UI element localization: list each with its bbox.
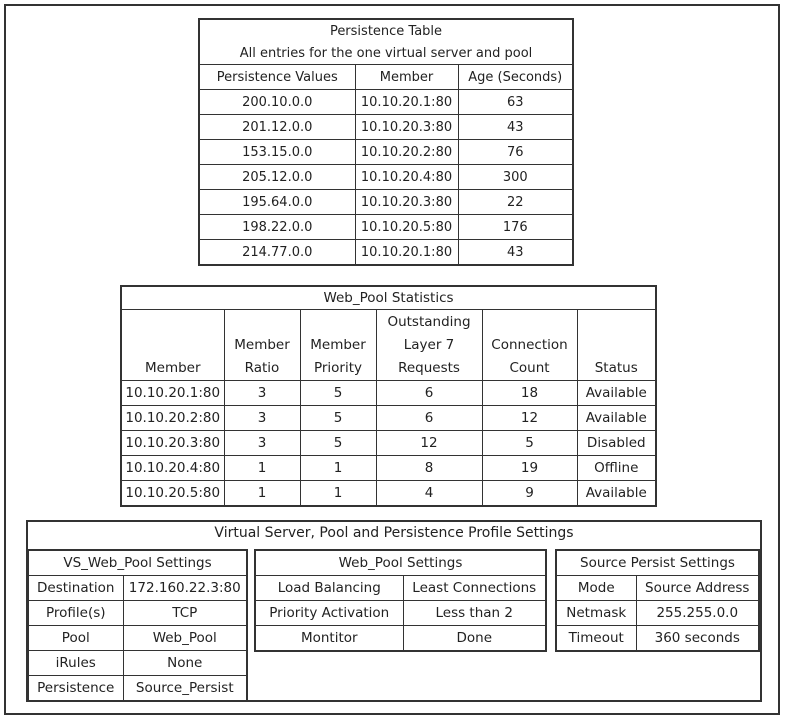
- vs-web-pool-settings-table: [27, 549, 248, 702]
- table-row: [199, 165, 573, 190]
- status: Offline: [577, 456, 656, 481]
- persistence-value: 198.22.0.0: [199, 215, 355, 240]
- connection-count: 9: [482, 481, 577, 507]
- member: 10.10.20.5:80: [355, 215, 458, 240]
- priority: 1: [300, 456, 376, 481]
- table-row: [199, 240, 573, 266]
- web-pool-statistics-title: Web_Pool Statistics: [121, 286, 656, 310]
- table-row: [556, 626, 759, 652]
- member: 10.10.20.3:80: [121, 431, 224, 456]
- setting-value: Less than 2: [403, 601, 546, 626]
- persistence-table: [198, 18, 574, 266]
- setting-value: None: [123, 651, 247, 676]
- table-row: [121, 406, 656, 431]
- table-header-row: [121, 310, 656, 381]
- ratio: 1: [224, 481, 300, 507]
- status: Available: [577, 481, 656, 507]
- priority: 5: [300, 431, 376, 456]
- setting-value: Source_Persist: [123, 676, 247, 702]
- priority: 1: [300, 481, 376, 507]
- outstanding-requests: 8: [376, 456, 482, 481]
- age: 76: [458, 140, 573, 165]
- status: Available: [577, 381, 656, 406]
- setting-label: iRules: [28, 651, 123, 676]
- setting-value: 255.255.0.0: [636, 601, 759, 626]
- table-row: [28, 576, 247, 601]
- connection-count: 12: [482, 406, 577, 431]
- pool-settings-title: Web_Pool Settings: [255, 550, 546, 576]
- status: Disabled: [577, 431, 656, 456]
- outstanding-requests: 4: [376, 481, 482, 507]
- ratio: 1: [224, 456, 300, 481]
- column-header: Member: [355, 65, 458, 90]
- source-persist-settings-table: [555, 549, 760, 652]
- setting-value: Least Connections: [403, 576, 546, 601]
- table-header-row: [199, 65, 573, 90]
- web-pool-statistics-table: [120, 285, 657, 507]
- member: 10.10.20.2:80: [355, 140, 458, 165]
- age: 22: [458, 190, 573, 215]
- table-row: [199, 140, 573, 165]
- member: 10.10.20.1:80: [355, 90, 458, 115]
- table-row: [199, 90, 573, 115]
- table-row: [28, 601, 247, 626]
- member: 10.10.20.1:80: [121, 381, 224, 406]
- persistence-table-subtitle: All entries for the one virtual server and pool: [199, 42, 573, 65]
- age: 63: [458, 90, 573, 115]
- member: 10.10.20.3:80: [355, 190, 458, 215]
- setting-label: Profile(s): [28, 601, 123, 626]
- member: 10.10.20.2:80: [121, 406, 224, 431]
- table-row: [121, 456, 656, 481]
- table-row: [556, 576, 759, 601]
- web-pool-settings-table: [254, 549, 547, 652]
- ratio: 3: [224, 431, 300, 456]
- persistence-value: 195.64.0.0: [199, 190, 355, 215]
- table-row: [255, 601, 546, 626]
- setting-label: Netmask: [556, 601, 636, 626]
- setting-label: Montitor: [255, 626, 403, 652]
- setting-label: Destination: [28, 576, 123, 601]
- outstanding-requests: 6: [376, 381, 482, 406]
- source-settings-title: Source Persist Settings: [556, 550, 759, 576]
- setting-label: Pool: [28, 626, 123, 651]
- member: 10.10.20.4:80: [355, 165, 458, 190]
- status: Available: [577, 406, 656, 431]
- table-row: [121, 381, 656, 406]
- member: 10.10.20.1:80: [355, 240, 458, 266]
- member: 10.10.20.3:80: [355, 115, 458, 140]
- vs-settings-title: VS_Web_Pool Settings: [28, 550, 247, 576]
- table-row: [556, 601, 759, 626]
- persistence-value: 205.12.0.0: [199, 165, 355, 190]
- ratio: 3: [224, 406, 300, 431]
- table-row: [28, 676, 247, 702]
- column-header-member-priority: Member Priority: [300, 310, 376, 381]
- table-row: [199, 190, 573, 215]
- setting-label: Mode: [556, 576, 636, 601]
- member: 10.10.20.5:80: [121, 481, 224, 507]
- persistence-value: 214.77.0.0: [199, 240, 355, 266]
- persistence-table-title: Persistence Table: [199, 19, 573, 42]
- setting-value: Web_Pool: [123, 626, 247, 651]
- table-row: [255, 626, 546, 652]
- setting-value: TCP: [123, 601, 247, 626]
- table-row: [255, 576, 546, 601]
- column-header-connection-count: Connection Count: [482, 310, 577, 381]
- column-header: Persistence Values: [199, 65, 355, 90]
- connection-count: 18: [482, 381, 577, 406]
- column-header: Age (Seconds): [458, 65, 573, 90]
- persistence-value: 153.15.0.0: [199, 140, 355, 165]
- priority: 5: [300, 381, 376, 406]
- age: 300: [458, 165, 573, 190]
- persistence-value: 200.10.0.0: [199, 90, 355, 115]
- column-header-member-ratio: Member Ratio: [224, 310, 300, 381]
- setting-label: Load Balancing: [255, 576, 403, 601]
- table-row: [28, 626, 247, 651]
- table-row: [199, 215, 573, 240]
- column-header-status: Status: [577, 310, 656, 381]
- setting-label: Persistence: [28, 676, 123, 702]
- connection-count: 19: [482, 456, 577, 481]
- settings-panel-title: Virtual Server, Pool and Persistence Profile Settings: [214, 525, 574, 541]
- table-row: [199, 115, 573, 140]
- column-header-member: Member: [121, 310, 224, 381]
- setting-value: Done: [403, 626, 546, 652]
- outstanding-requests: 6: [376, 406, 482, 431]
- age: 43: [458, 240, 573, 266]
- setting-value: 172.160.22.3:80: [123, 576, 247, 601]
- setting-value: 360 seconds: [636, 626, 759, 652]
- setting-label: Priority Activation: [255, 601, 403, 626]
- setting-value: Source Address: [636, 576, 759, 601]
- table-row: [121, 431, 656, 456]
- connection-count: 5: [482, 431, 577, 456]
- age: 43: [458, 115, 573, 140]
- persistence-value: 201.12.0.0: [199, 115, 355, 140]
- priority: 5: [300, 406, 376, 431]
- table-row: [121, 481, 656, 507]
- column-header-outstanding-requests: Outstanding Layer 7 Requests: [376, 310, 482, 381]
- ratio: 3: [224, 381, 300, 406]
- table-row: [28, 651, 247, 676]
- setting-label: Timeout: [556, 626, 636, 652]
- member: 10.10.20.4:80: [121, 456, 224, 481]
- outstanding-requests: 12: [376, 431, 482, 456]
- age: 176: [458, 215, 573, 240]
